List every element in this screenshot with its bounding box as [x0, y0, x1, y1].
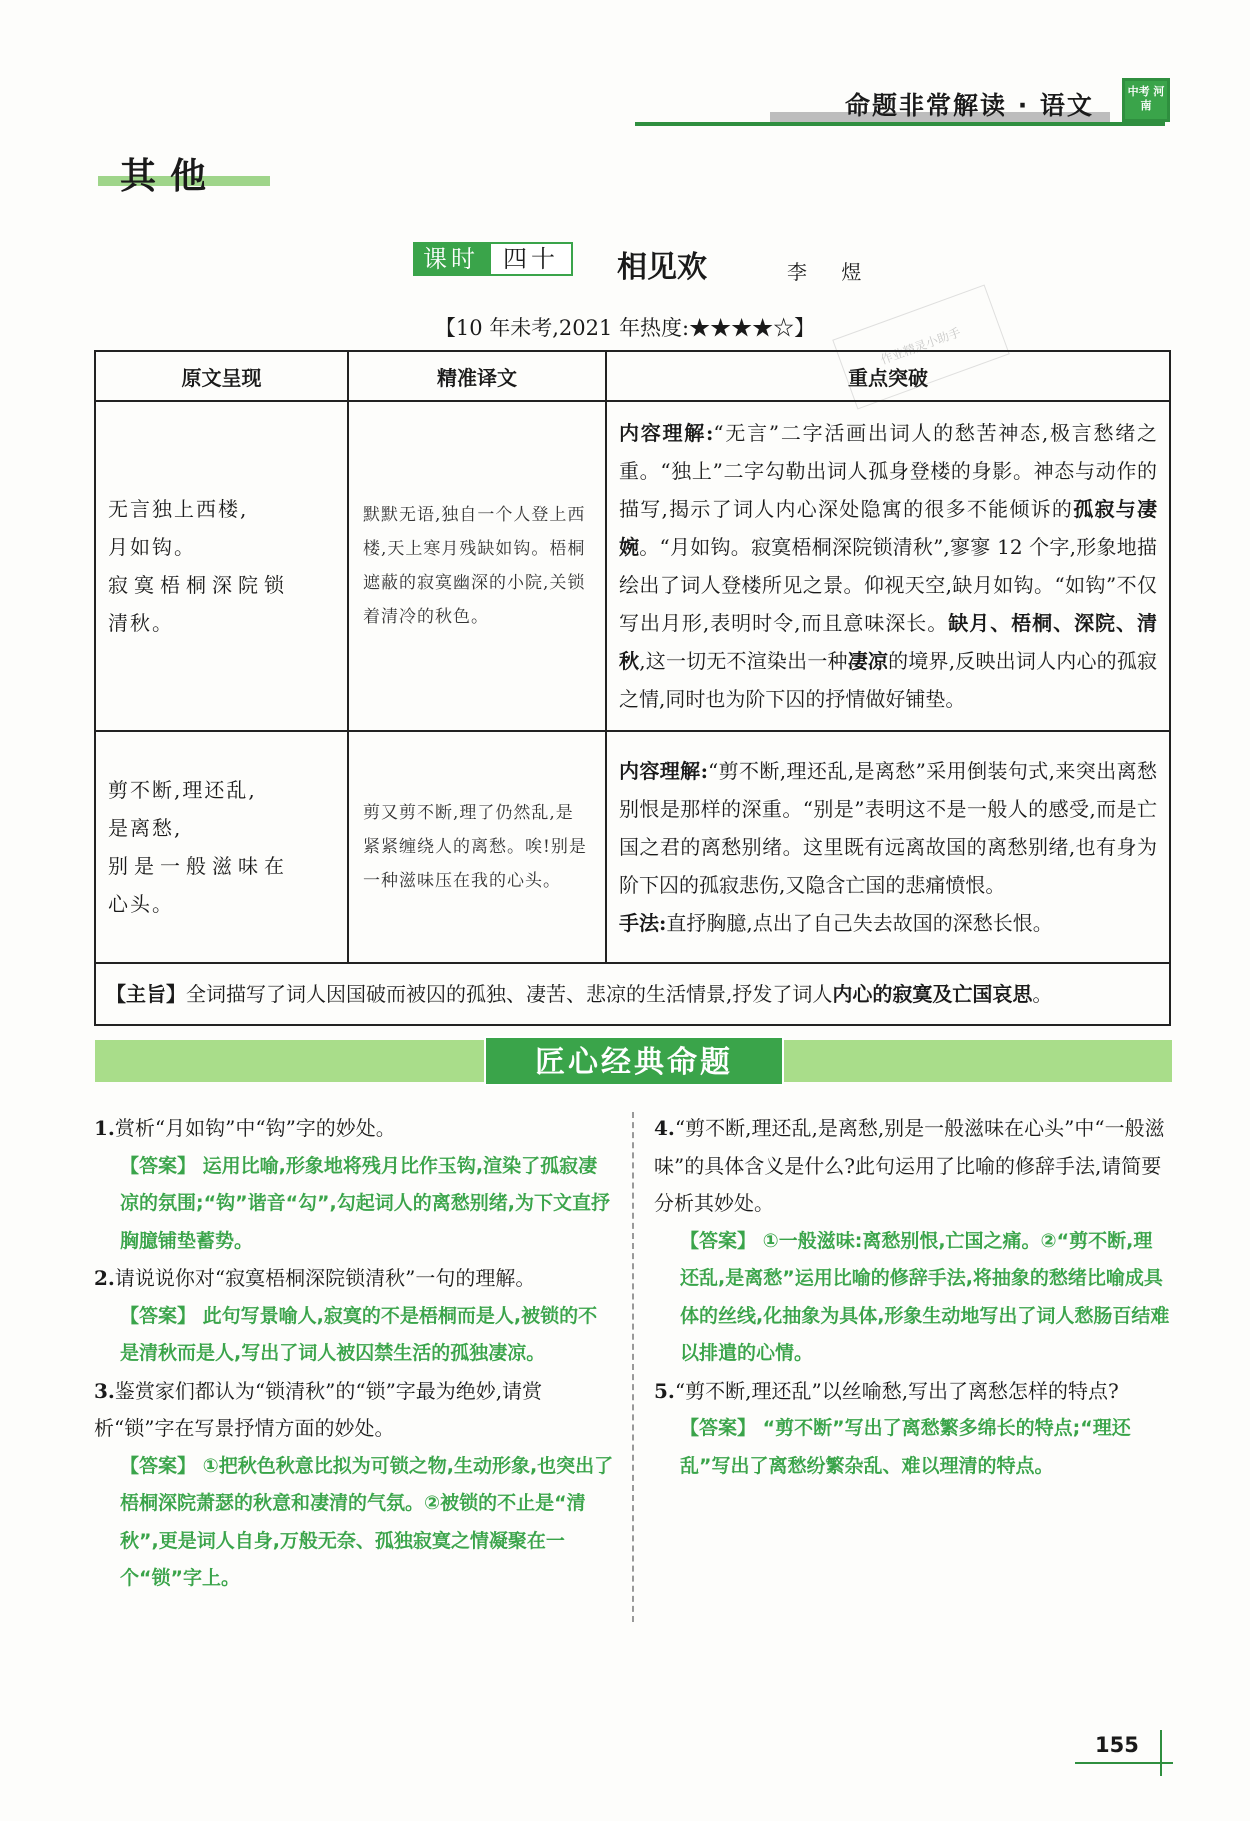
method-label: 手法: [619, 911, 667, 935]
poem-title: 相见欢 [617, 250, 707, 285]
original-line: 心头。 [108, 892, 174, 916]
exam-frequency: 【10 年未考,2021 年热度:★★★★☆】 [434, 316, 816, 340]
method-text: 直抒胸臆,点出了自己失去故国的深愁长恨。 [666, 911, 1053, 935]
analysis-bold: 凄凉 [847, 649, 889, 673]
analysis-text [606, 401, 1170, 731]
questions-right-column [654, 1110, 1170, 1485]
question-item [654, 1110, 1170, 1223]
answer-label: 【答案】 [680, 1417, 757, 1439]
section-title: 其他 [120, 155, 221, 197]
question-text: 鉴赏家们都认为“锁清秋”的“锁”字最为绝妙,请赏析“锁”字在写景抒情方面的妙处。 [94, 1378, 543, 1440]
lesson-tag: 课时 [413, 242, 489, 276]
header-original: 原文呈现 [95, 351, 348, 401]
answer-item [94, 1448, 614, 1598]
answer-item [94, 1298, 614, 1373]
question-number: 4. [654, 1116, 675, 1140]
header-analysis: 重点突破 [606, 351, 1170, 401]
publisher-logo-icon: 中考 河南 [1122, 78, 1170, 122]
analysis-part: ,这一切无不渲染出一种 [639, 649, 848, 673]
page-number-tick [1160, 1730, 1162, 1776]
question-text: 请说说你对“寂寞梧桐深院锁清秋”一句的理解。 [114, 1266, 536, 1290]
column-divider [632, 1112, 634, 1622]
summary-label: 【主旨】 [106, 982, 186, 1006]
answer-item [94, 1148, 614, 1261]
answer-text: ①把秋色秋意比拟为可锁之物,生动形象,也突出了梧桐深院萧瑟的秋意和凄清的气氛。②被锁的不止是“清秋”,更是词人自身,万般无奈、孤独寂寞之情凝聚在一个“锁”字上。 [120, 1454, 614, 1589]
answer-label: 【答案】 [120, 1304, 197, 1327]
page-number-rule [1075, 1762, 1173, 1764]
question-number: 5. [654, 1378, 675, 1403]
poem-author: 李 煜 [787, 260, 876, 284]
questions-banner: 匠心经典命题 [484, 1036, 784, 1086]
original-line: 别是一般滋味在 [108, 854, 290, 878]
answer-item [654, 1410, 1170, 1485]
summary-row [95, 963, 1170, 1025]
original-line: 是离愁, [108, 816, 183, 840]
translation-text: 默默无语,独自一个人登上西楼,天上寒月残缺如钩。梧桐遮蔽的寂寞幽深的小院,关锁着清冷的秋色。 [348, 401, 606, 731]
analysis-bold: 缺月、梧桐、深院、清秋 [619, 611, 1158, 673]
table-header-row [95, 351, 1170, 401]
question-text: “剪不断,理还乱,是离愁,别是一般滋味在心头”中“一般滋味”的具体含义是什么?此句运用了比喻的修辞手法,请简要分析其妙处。 [654, 1116, 1165, 1215]
answer-text: 运用比喻,形象地将残月比作玉钩,渲染了孤寂凄凉的氛围;“钩”谐音“勾”,勾起词人的离愁别绪,为下文直抒胸臆铺垫蓄势。 [120, 1154, 610, 1252]
answer-label: 【答案】 [680, 1229, 757, 1252]
lesson-number: 四十 [489, 242, 573, 276]
analysis-part: “无言”二字活画出词人的愁苦神态,极言愁绪之重。“独上”二字勾勒出词人孤身登楼的身影。神态与动作的描写,揭示了词人内心深处隐寓的很多不能倾诉的 [619, 421, 1157, 521]
original-line: 寂寞梧桐深院锁 [108, 573, 290, 597]
header-rule [635, 122, 1165, 126]
questions-left-column [94, 1110, 614, 1598]
translation-text: 剪又剪不断,理了仍然乱,是紧紧缠绕人的离愁。唉!别是一种滋味压在我的心头。 [348, 731, 606, 963]
original-line: 剪不断,理还乱, [108, 778, 257, 802]
analysis-part: 。“月如钩。寂寞梧桐深院锁清秋”,寥寥 12 个字,形象地描绘出了词人登楼所见之景。仰视天空,缺月如钩。“如钩”不仅写出月形,表明时令,而且意味深长。 [619, 535, 1158, 635]
answer-label: 【答案】 [120, 1154, 197, 1177]
table-row [95, 401, 1170, 731]
watermark-stamp: 作业精灵小助手 [832, 285, 1010, 410]
poem-analysis-table [94, 350, 1171, 1026]
original-text [95, 401, 348, 731]
answer-text: ①一般滋味:离愁别恨,亡国之痛。②“剪不断,理还乱,是离愁”运用比喻的修辞手法,将抽象的愁绪比喻成具体的丝线,化抽象为具体,形象生动地写出了词人愁肠百结难以排遣的心情。 [680, 1229, 1170, 1364]
question-item [94, 1373, 614, 1448]
header-title: 命题非常解读 · 语文 [845, 91, 1094, 120]
question-number: 2. [94, 1266, 115, 1290]
question-item [94, 1110, 614, 1148]
original-line: 清秋。 [108, 611, 174, 635]
original-line: 无言独上西楼, [108, 497, 249, 521]
question-number: 3. [94, 1378, 115, 1403]
analysis-label: 内容理解: [619, 759, 708, 783]
analysis-text [606, 731, 1170, 963]
table-row [95, 731, 1170, 963]
analysis-label: 内容理解: [619, 421, 714, 445]
answer-label: 【答案】 [120, 1454, 197, 1477]
answer-text: 此句写景喻人,寂寞的不是梧桐而是人,被锁的不是清秋而是人,写出了词人被囚禁生活的孤独凄凉。 [120, 1304, 598, 1364]
question-text: “剪不断,理还乱”以丝喻愁,写出了离愁怎样的特点? [674, 1378, 1119, 1403]
analysis-part: “剪不断,理还乱,是离愁”采用倒装句式,来突出离愁别恨是那样的深重。“别是”表明这不是一般人的感受,而是亡国之君的离愁别绪。这里既有远离故国的离愁别绪,也有身为阶下囚的孤寂悲伤,又隐含亡国的悲痛愤恨。 [619, 759, 1157, 897]
summary-text [95, 963, 1170, 1025]
summary-body: 全词描写了词人因国破而被囚的孤独、凄苦、悲凉的生活情景,抒发了词人 [186, 982, 833, 1006]
header-translation: 精准译文 [348, 351, 606, 401]
answer-item [654, 1223, 1170, 1373]
analysis-part: 的境界,反映出词人内心的孤寂之情,同时也为阶下囚的抒情做好铺垫。 [619, 649, 1158, 711]
question-text: 赏析“月如钩”中“钩”字的妙处。 [114, 1116, 396, 1140]
page-number: 155 [1095, 1733, 1139, 1757]
original-text [95, 731, 348, 963]
question-item [94, 1260, 614, 1298]
analysis-bold: 孤寂与凄婉 [619, 497, 1157, 559]
summary-bold: 内心的寂寞及亡国哀思 [832, 982, 1033, 1006]
question-number: 1. [94, 1116, 115, 1140]
answer-text: “剪不断”写出了离愁繁多绵长的特点;“理还乱”写出了离愁纷繁杂乱、难以理清的特点。 [680, 1417, 1131, 1477]
summary-end: 。 [1032, 982, 1053, 1006]
original-line: 月如钩。 [108, 535, 196, 559]
question-item [654, 1373, 1170, 1411]
lesson-label [413, 242, 573, 276]
